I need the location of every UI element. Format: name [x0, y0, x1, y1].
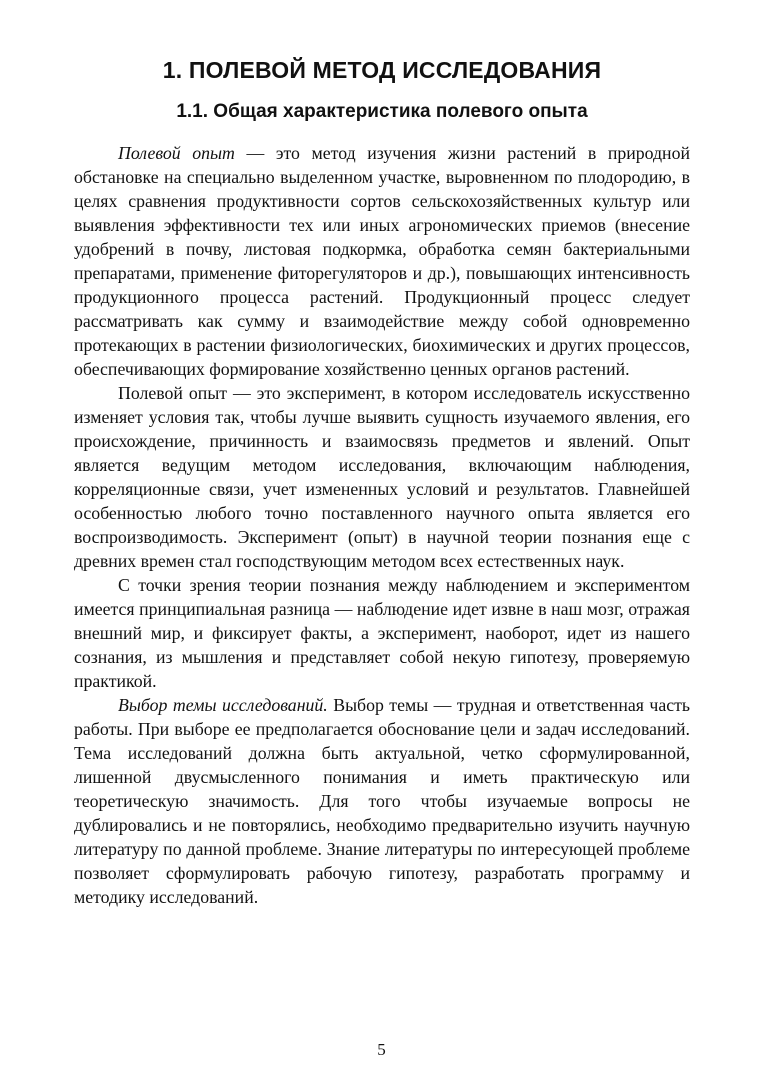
paragraph-topic-selection: [74, 693, 690, 909]
body-text: [74, 141, 690, 910]
paragraph-text: Выбор темы — трудная и ответственная часть работы. При выборе ее предполагается обоснование цели и задач исследований. Тема исследований должна быть актуальной, четко сформулированной, лишенной двусмысленного понимания и иметь практическую или теоретическую значимость. Для того чтобы изучаемые вопросы не дублировались и не повторялись, необходимо предварительно изучить научную литературу по данной проблеме. Знание литературы по интересующей проблеме позволяет сформулировать рабочую гипотезу, разработать программу и методику исследований.: [74, 695, 690, 908]
paragraph-text: — это метод изучения жизни растений в природной обстановке на специально выделенном участке, выровненном по плодородию, в целях сравнения продуктивности сортов сельскохозяйственных культур или выявления эффективности тех или иных агрономических приемов (внесение удобрений в почву, листовая подкормка, обработка семян бактериальными препаратами, применение фиторегуляторов и др.), повышающих интенсивность продукционного процесса растений. Продукционный процесс следует рассматривать как сумму и взаимодействие между собой одновременно протекающих в растении физиологических, биохимических и других процессов, обеспечивающих формирование хозяйственно ценных органов растений.: [74, 143, 690, 380]
paragraph-observation-vs-experiment: [74, 573, 690, 693]
chapter-title: 1. ПОЛЕВОЙ МЕТОД ИССЛЕДОВАНИЯ: [162, 57, 602, 83]
term-field-experiment: Полевой опыт: [118, 143, 235, 163]
section-title: 1.1. Общая характеристика полевого опыта: [176, 101, 588, 122]
page-number: 5: [377, 1040, 386, 1059]
paragraph-field-experiment: [74, 141, 690, 381]
paragraph-text: Полевой опыт — это эксперимент, в котором исследователь искусственно изменяет условия так, чтобы лучше выявить сущность изучаемого явления, его происхождение, причинность и взаимосвязь предметов и явлений. Опыт является ведущим методом исследования, включающим наблюдения, корреляционные связи, учет измененных условий и результатов. Главнейшей особенностью любого точно поставленного научного опыта является его воспроизводимость. Эксперимент (опыт) в научной теории познания еще с древних времен стал господствующим методом всех естественных наук.: [74, 383, 690, 572]
paragraph-text: С точки зрения теории познания между наблюдением и экспериментом имеется принципиальная разница — наблюдение идет извне в наш мозг, отражая внешний мир, и фиксирует факты, а эксперимент, наоборот, идет из нашего сознания, из мышления и представляет собой некую гипотезу, проверяемую практикой.: [74, 575, 690, 692]
term-topic-selection: Выбор темы исследований.: [118, 695, 328, 716]
paragraph-experiment-definition: [74, 381, 690, 573]
